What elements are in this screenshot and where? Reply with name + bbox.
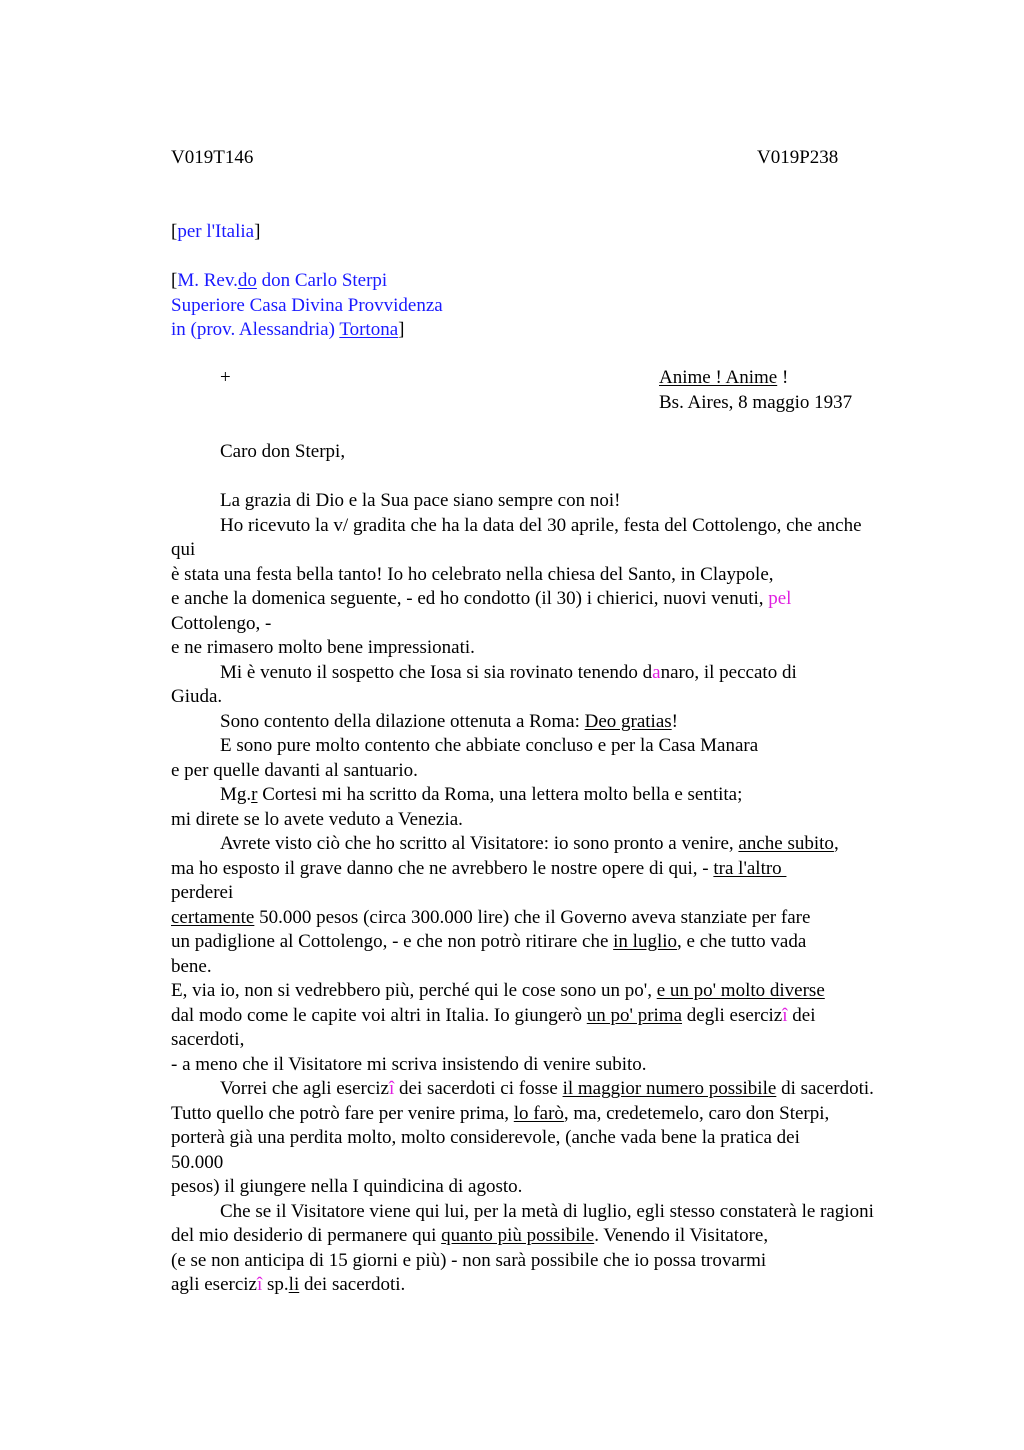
motto: Anime ! Anime !	[659, 367, 789, 388]
document-code-right: V019P238	[757, 147, 839, 168]
body-line: sacerdoti,	[171, 1029, 245, 1050]
address-line-2: Superiore Casa Divina Provvidenza	[171, 294, 443, 316]
body-line: Che se il Visitatore viene qui lui, per la metà di luglio, egli stesso constaterà le ragioni	[220, 1200, 874, 1222]
body-line: agli esercizî sp.li dei sacerdoti.	[171, 1274, 406, 1295]
body-line: porterà già una perdita molto, molto considerevole, (anche vada bene la pratica dei	[171, 1127, 800, 1148]
place-date: Bs. Aires, 8 maggio 1937	[659, 392, 853, 413]
body-line: (e se non anticipa di 15 giorni e più) - non sarà possibile che io possa trovarmi	[171, 1249, 767, 1271]
body-line: un padiglione al Cottolengo, - e che non potrò ritirare che in luglio, e che tutto vada	[171, 931, 807, 952]
body-line: Mi è venuto il sospetto che Iosa si sia rovinato tenendo danaro, il peccato di	[220, 661, 797, 683]
body-line: e anche la domenica seguente, - ed ho condotto (il 30) i chierici, nuovi venuti, pel	[171, 588, 792, 609]
document-code-left: V019T146	[171, 147, 254, 168]
body-line: e ne rimasero molto bene impressionati.	[171, 637, 475, 658]
cross-symbol: +	[220, 367, 231, 388]
address-line-3: in (prov. Alessandria) Tortona]	[171, 319, 405, 340]
body-line: mi direte se lo avete veduto a Venezia.	[171, 808, 463, 830]
body-line: è stata una festa bella tanto! Io ho celebrato nella chiesa del Santo, in Claypole,	[171, 563, 774, 585]
body-line: Ho ricevuto la v/ gradita che ha la data del 30 aprile, festa del Cottolengo, che anche	[220, 514, 862, 536]
body-line: Sono contento della dilazione ottenuta a Roma: Deo gratias!	[220, 710, 678, 732]
body-line: pesos) il giungere nella I quindicina di agosto.	[171, 1176, 523, 1197]
body-line: ma ho esposto il grave danno che ne avrebbero le nostre opere di qui, - tra l'altro	[171, 857, 787, 879]
body-line: del mio desiderio di permanere qui quanto più possibile. Venendo il Visitatore,	[171, 1225, 769, 1246]
body-line: bene.	[171, 955, 212, 977]
destination-note: [per l'Italia]	[171, 221, 261, 242]
body-line: certamente 50.000 pesos (circa 300.000 lire) che il Governo aveva stanziate per fare	[171, 906, 811, 928]
body-line: Cottolengo, -	[171, 612, 272, 634]
body-line: Vorrei che agli esercizî dei sacerdoti ci fosse il maggior numero possibile di sacerdoti.	[220, 1078, 874, 1099]
body-line: Tutto quello che potrò fare per venire prima, lo farò, ma, credetemelo, caro don Sterpi,	[171, 1102, 830, 1124]
body-line: e per quelle davanti al santuario.	[171, 759, 418, 781]
body-line: perderei	[171, 882, 234, 903]
salutation: Caro don Sterpi,	[220, 441, 346, 462]
body-line: - a meno che il Visitatore mi scriva insistendo di venire subito.	[171, 1053, 647, 1075]
address-line-1: [M. Rev.do don Carlo Sterpi	[171, 270, 388, 291]
body-line: dal modo come le capite voi altri in Italia. Io giungerò un po' prima degli esercizî dei	[171, 1004, 816, 1026]
recipient-address	[171, 269, 443, 343]
letter-body	[171, 489, 951, 1298]
body-line: Avrete visto ciò che ho scritto al Visitatore: io sono pronto a venire, anche subito,	[220, 833, 839, 854]
body-line: 50.000	[171, 1151, 224, 1173]
body-line: La grazia di Dio e la Sua pace siano sempre con noi!	[220, 490, 621, 511]
body-line: qui	[171, 539, 196, 560]
body-line: Giuda.	[171, 686, 223, 707]
body-line: E, via io, non si vedrebbero più, perché qui le cose sono un po', e un po' molto diverse	[171, 980, 825, 1001]
body-line: E sono pure molto contento che abbiate concluso e per la Casa Manara	[220, 735, 759, 756]
body-line: Mg.r Cortesi mi ha scritto da Roma, una lettera molto bella e sentita;	[220, 784, 743, 805]
